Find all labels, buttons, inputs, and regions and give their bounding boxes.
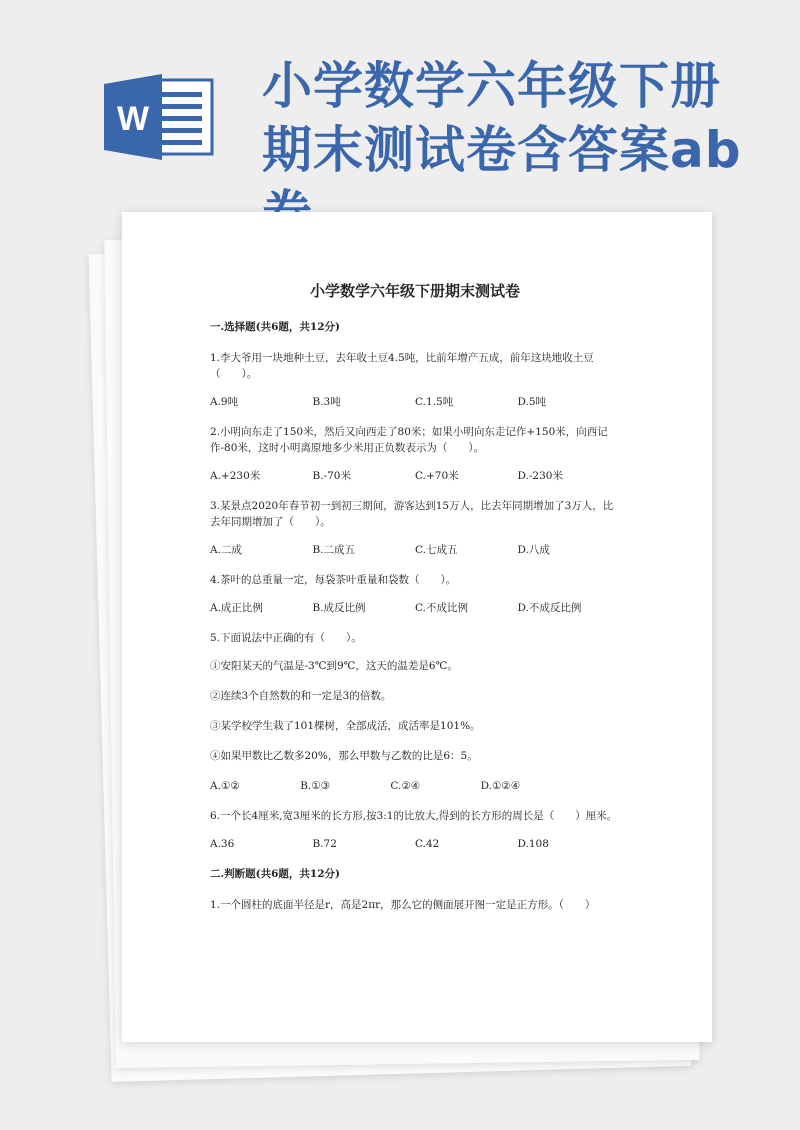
option: A.成正比例 (210, 602, 263, 614)
statement: ①安阳某天的气温是-3℃到9℃，这天的温差是6℃。 (210, 660, 458, 672)
option: C.②④ (390, 780, 421, 792)
banner-title: 小学数学六年级下册期末测试卷含答案ab (262, 57, 742, 179)
document-title: 小学数学六年级下册期末测试卷 (309, 282, 520, 300)
option: D.不成反比例 (517, 602, 582, 614)
question-4-options (210, 600, 620, 616)
question-1: 1.李大爷用一块地种土豆，去年收土豆4.5吨，比前年增产五成，前年这块地收土豆（ ）。 (210, 352, 594, 380)
question-2-options (210, 468, 620, 484)
option: A.36 (210, 838, 235, 850)
option: C.不成比例 (415, 602, 468, 614)
statement: ③某学校学生栽了101棵树，全部成活，成活率是101%。 (210, 720, 481, 732)
judge-question-1: 1.一个圆柱的底面半径是r，高是2πr，那么它的侧面展开图一定是正方形。（ ） (210, 899, 596, 911)
question-5-options (210, 778, 620, 794)
option: C.1.5吨 (415, 396, 454, 408)
option: B.①③ (300, 780, 331, 792)
option: D.-230米 (517, 470, 563, 482)
question-3: 3.某景点2020年春节初一到初三期间，游客达到15万人，比去年同期增加了3万人，比去年同期增加了（ ）。 (210, 500, 614, 528)
option: D.八成 (517, 544, 550, 556)
option: B.72 (312, 838, 337, 850)
word-document-icon (104, 74, 216, 160)
option: B.成反比例 (312, 602, 366, 614)
section-heading-judge: 二.判断题(共6题，共12分) (210, 868, 341, 880)
document-content (210, 280, 620, 925)
question-4: 4.茶叶的总重量一定，每袋茶叶重量和袋数（ ）。 (210, 574, 457, 586)
statement: ②连续3个自然数的和一定是3的倍数。 (210, 690, 392, 702)
option: D.①②④ (480, 780, 521, 792)
statement: ④如果甲数比乙数多20%，那么甲数与乙数的比是6：5。 (210, 750, 478, 762)
question-3-options (210, 542, 620, 558)
option: C.42 (415, 838, 440, 850)
option: A.①② (210, 780, 240, 792)
document-page (122, 212, 712, 1042)
option: A.二成 (210, 544, 242, 556)
question-1-options (210, 394, 620, 410)
option: B.3吨 (312, 396, 341, 408)
question-2: 2.小明向东走了150米，然后又向西走了80米；如果小明向东走记作+150米，向西记作-80米，这时小明离原地多少米用正负数表示为（ ）。 (210, 426, 608, 454)
option: B.二成五 (312, 544, 356, 556)
option: D.5吨 (517, 396, 547, 408)
word-icon-letter: W (116, 100, 150, 138)
option: D.108 (517, 838, 549, 850)
question-6: 6.一个长4厘米,宽3厘米的长方形,按3:1的比放大,得到的长方形的周长是（ ）厘米。 (210, 810, 618, 822)
option: C.+70米 (415, 470, 459, 482)
header-banner (0, 0, 800, 200)
option: B.-70米 (312, 470, 351, 482)
question-5: 5.下面说法中正确的有（ ）。 (210, 632, 362, 644)
option: C.七成五 (415, 544, 458, 556)
option: A.9吨 (210, 396, 239, 408)
question-6-options (210, 836, 620, 852)
section-heading-choice: 一.选择题(共6题，共12分) (210, 321, 341, 333)
option: A.+230米 (210, 470, 261, 482)
